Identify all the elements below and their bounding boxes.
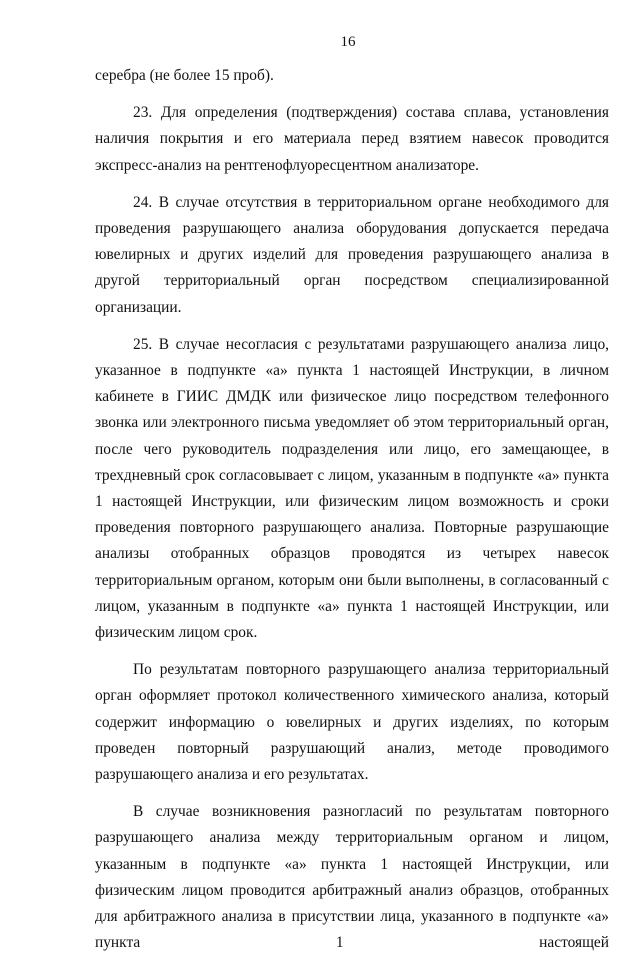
paragraph-repeat-analysis-results: По результатам повторного разрушающего анализа территориальный орган оформляет протокол количественного химического анализа, который содержит информацию о ювелирных и других изделиях, по которым проведен повторный разрушающий анализ, методе проводимого разрушающего анализа и его результатах. (95, 661, 609, 784)
paragraph-24: 24. В случае отсутствия в территориальном органе необходимого для проведения разрушающего анализа оборудования допускается передача ювелирных и других изделий для проведения разрушающего анализа в другой территориальный орган посредством специализированной организации. (95, 193, 609, 316)
page-number: 16 (340, 34, 356, 50)
paragraph-23: 23. Для определения (подтверждения) состава сплава, установления наличия покрытия и его материала перед взятием навесок проводится экспресс-анализ на рентгенофлуоресцентном анализаторе. (95, 104, 609, 174)
paragraph-arbitration: В случае возникновения разногласий по результатам повторного разрушающего анализа между территориальным органом и лицом, указанным в подпункте «а» пункта 1 настоящей Инструкции, или физическим лицом проводится арбитражный анализ образцов, отобранных для арбитражного анализа в присутствии лица, указанного в подпункте «а» пункта 1 настоящей (95, 803, 609, 952)
paragraph-continuation: серебра (не более 15 проб). (95, 67, 274, 84)
document-body (95, 63, 609, 957)
paragraph-25: 25. В случае несогласия с результатами разрушающего анализа лицо, указанное в подпункте «а» пункта 1 настоящей Инструкции, в личном кабинете в ГИИС ДМДК или физическое лицо посредством телефонного звонка или электронного письма уведомляет об этом территориальный орган, после чего руководитель подразделения или лицо, его замещающее, в трехдневный срок согласовывает с лицом, указанным в подпункте «а» пункта 1 настоящей Инструкции, или физическим лицом возможность и сроки проведения повторного разрушающего анализа. Повторные разрушающие анализы отобранных образцов проводятся из четырех навесок территориальным органом, которым они были выполнены, в согласованный с лицом, указанным в подпункте «а» пункта 1 настоящей Инструкции, или физическим лицом срок. (95, 335, 609, 642)
